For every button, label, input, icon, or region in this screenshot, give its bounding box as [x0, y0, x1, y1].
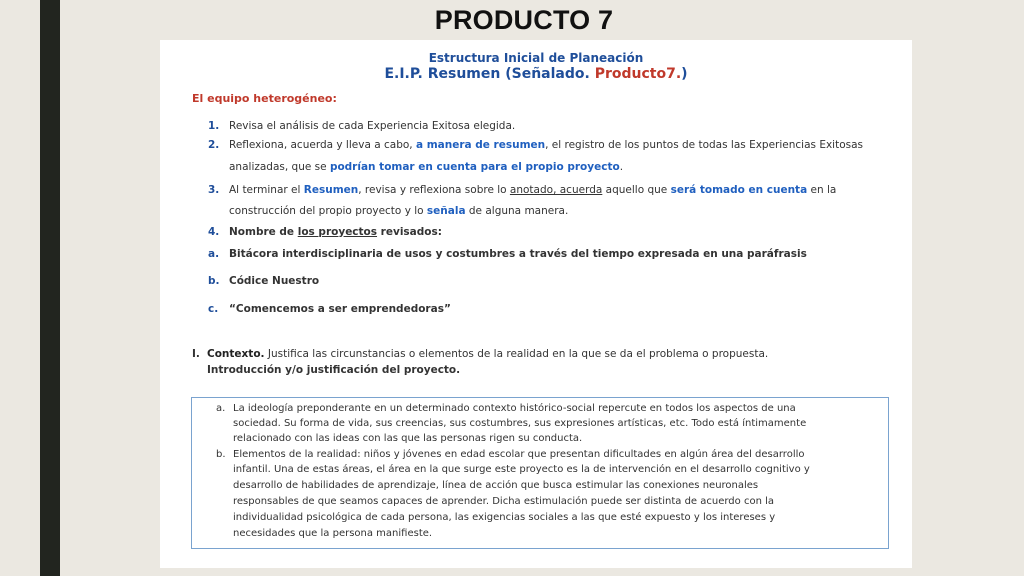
item-text	[229, 184, 836, 196]
text-fragment: Reflexiona, acuerda y lleva a cabo,	[229, 139, 416, 151]
para-line: La ideología preponderante en un determinado contexto histórico-social repercute en todos los aspectos de una	[233, 403, 796, 414]
highlight-fragment: será tomado en cuenta	[670, 184, 808, 196]
text-fragment: aquello que	[602, 184, 671, 196]
doc-subheading	[160, 66, 912, 82]
item-number: 3.	[208, 184, 220, 196]
underlined-fragment: anotado, acuerda	[509, 184, 603, 196]
team-heading: El equipo heterogéneo:	[192, 92, 337, 105]
item-text	[229, 139, 863, 151]
context-roman: I.	[192, 348, 200, 360]
highlight-fragment: Nombre de	[229, 226, 298, 238]
para-line: individualidad psicológica de cada persona, las exigencias sociales a las que esté expuesto y los intereses y	[233, 512, 776, 523]
text-fragment: .	[619, 161, 624, 173]
para-letter: a.	[216, 403, 226, 414]
project-letter: a.	[208, 248, 220, 260]
para-line: relacionado con las ideas con las que las personas rigen su conducta.	[233, 433, 583, 444]
item-text-continued	[229, 161, 623, 173]
text-fragment: construcción del propio proyecto y lo	[229, 205, 427, 217]
item-number: 1.	[208, 120, 220, 132]
item-number: 4.	[208, 226, 220, 238]
text-fragment: en la	[807, 184, 837, 196]
text-fragment: , revisa y reflexiona sobre lo	[358, 184, 510, 196]
project-name: Bitácora interdisciplinaria de usos y costumbres a través del tiempo expresada en una paráfrasis	[229, 248, 807, 260]
project-letter: b.	[208, 275, 220, 287]
subheading-product: Producto7.	[594, 66, 682, 82]
subheading-close: )	[681, 66, 688, 82]
highlight-fragment: revisados:	[377, 226, 442, 238]
project-letter: c.	[208, 303, 219, 315]
item-number: 2.	[208, 139, 220, 151]
para-line: infantil. Una de estas áreas, el área en la que surge este proyecto es la de intervención en el desarrollo cognitivo y	[233, 464, 810, 475]
text-fragment: analizadas, que se	[229, 161, 330, 173]
para-line: sociedad. Su forma de vida, sus creencias, sus costumbres, sus expresiones artísticas, etc. Todo está íntimamente	[233, 418, 807, 429]
highlight-fragment: señala	[426, 205, 466, 217]
text-fragment: Al terminar el	[229, 184, 304, 196]
slide-title: PRODUCTO 7	[434, 5, 614, 35]
document-image	[160, 40, 912, 568]
project-name: Códice Nuestro	[229, 275, 320, 287]
para-line: responsables de que seamos capaces de aprender. Dicha estimulación puede ser distinta de acuerdo con la	[233, 496, 774, 507]
underlined-fragment: los proyectos	[297, 226, 378, 238]
text-fragment: , el registro de los puntos de todas las Experiencias Exitosas	[545, 139, 864, 151]
highlight-fragment: podrían tomar en cuenta para el propio proyecto	[329, 161, 620, 173]
item-text-continued	[229, 205, 568, 217]
highlight-fragment: Resumen	[303, 184, 359, 196]
context-label: Contexto.	[207, 348, 265, 360]
highlight-fragment: a manera de resumen	[415, 139, 546, 151]
para-line: desarrollo de habilidades de aprendizaje, línea de acción que busca estimular las conexiones neuronales	[233, 480, 759, 491]
item-text	[229, 226, 442, 238]
subheading-text: E.I.P. Resumen (Señalado.	[384, 66, 595, 82]
text-fragment: de alguna manera.	[465, 205, 569, 217]
para-line: necesidades que la persona manifieste.	[233, 528, 433, 539]
context-text	[207, 348, 768, 360]
context-description: Justifica las circunstancias o elementos de la realidad en la que se da el problema o propuesta.	[264, 348, 769, 360]
sidebar-bar	[40, 0, 60, 576]
context-subheading: Introducción y/o justificación del proyecto.	[207, 364, 461, 376]
project-name: “Comencemos a ser emprendedoras”	[229, 303, 451, 315]
para-letter: b.	[216, 449, 226, 460]
doc-heading: Estructura Inicial de Planeación	[428, 51, 644, 65]
item-text: Revisa el análisis de cada Experiencia Exitosa elegida.	[229, 120, 516, 132]
para-line: Elementos de la realidad: niños y jóvenes en edad escolar que presentan dificultades en algún área del desarrollo	[233, 449, 805, 460]
